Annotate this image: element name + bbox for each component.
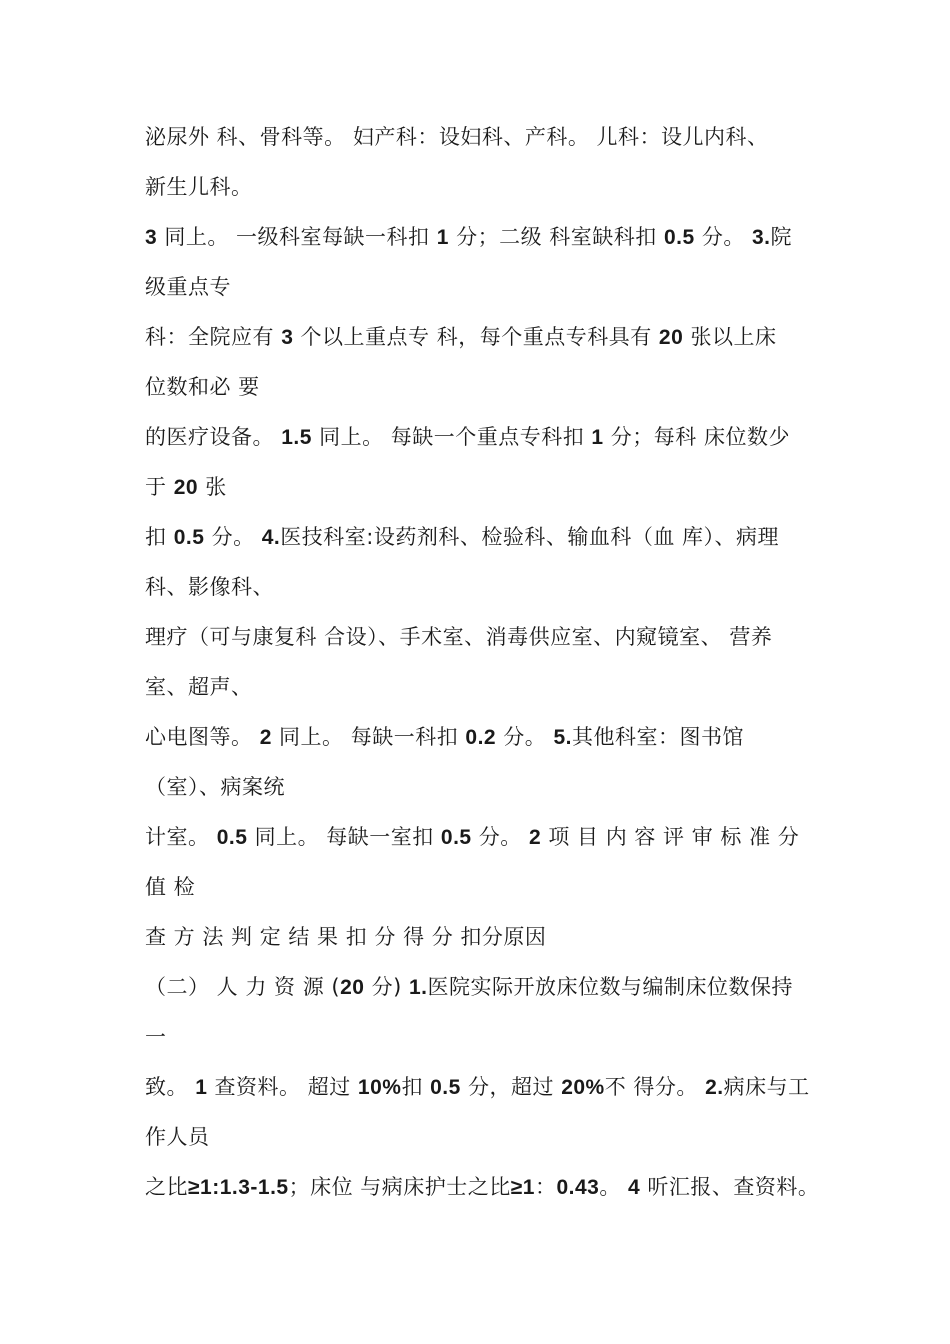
text-line: 心电图等。 2 同上。 每缺一科扣 0.2 分。 5.其他科室：图书馆	[145, 725, 744, 749]
text-line: 科、影像科、	[145, 575, 274, 599]
text-line: 泌尿外 科、骨科等。 妇产科：设妇科、产科。 儿科：设儿内科、	[145, 125, 769, 149]
text-line: 新生儿科。	[145, 175, 253, 199]
text-line: 致。 1 查资料。 超过 10%扣 0.5 分，超过 20%不 得分。 2.病床与工	[145, 1075, 810, 1099]
text-line: 的医疗设备。 1.5 同上。 每缺一个重点专科扣 1 分；每科 床位数少	[145, 425, 790, 449]
text-line: 一	[145, 1025, 167, 1049]
text-line: 科：全院应有 3 个以上重点专 科，每个重点专科具有 20 张以上床	[145, 325, 777, 349]
text-line: 之比≥1:1.3-1.5；床位 与病床护士之比≥1：0.43。 4 听汇报、查资料。	[145, 1175, 820, 1199]
text-line: 于 20 张	[145, 475, 227, 499]
text-line: 查 方 法 判 定 结 果 扣 分 得 分 扣分原因	[145, 925, 547, 949]
text-line: 室、超声、	[145, 675, 253, 699]
text-line: （室）、病案统	[145, 775, 285, 799]
text-line: （二） 人 力 资 源 (20 分) 1.医院实际开放床位数与编制床位数保持	[145, 975, 793, 999]
text-line: 值 检	[145, 875, 196, 899]
text-line: 计室。 0.5 同上。 每缺一室扣 0.5 分。 2 项 目 内 容 评 审 标 准 分	[145, 825, 800, 849]
text-line: 理疗（可与康复科 合设）、手术室、消毒供应室、内窥镜室、 营养	[145, 625, 773, 649]
text-line: 级重点专	[145, 275, 231, 299]
text-line: 作人员	[145, 1125, 210, 1149]
text-line: 3 同上。 一级科室每缺一科扣 1 分；二级 科室缺科扣 0.5 分。 3.院	[145, 225, 793, 249]
text-line: 扣 0.5 分。 4.医技科室:设药剂科、检验科、输血科（血 库）、病理	[145, 525, 780, 549]
text-line: 位数和必 要	[145, 375, 260, 399]
